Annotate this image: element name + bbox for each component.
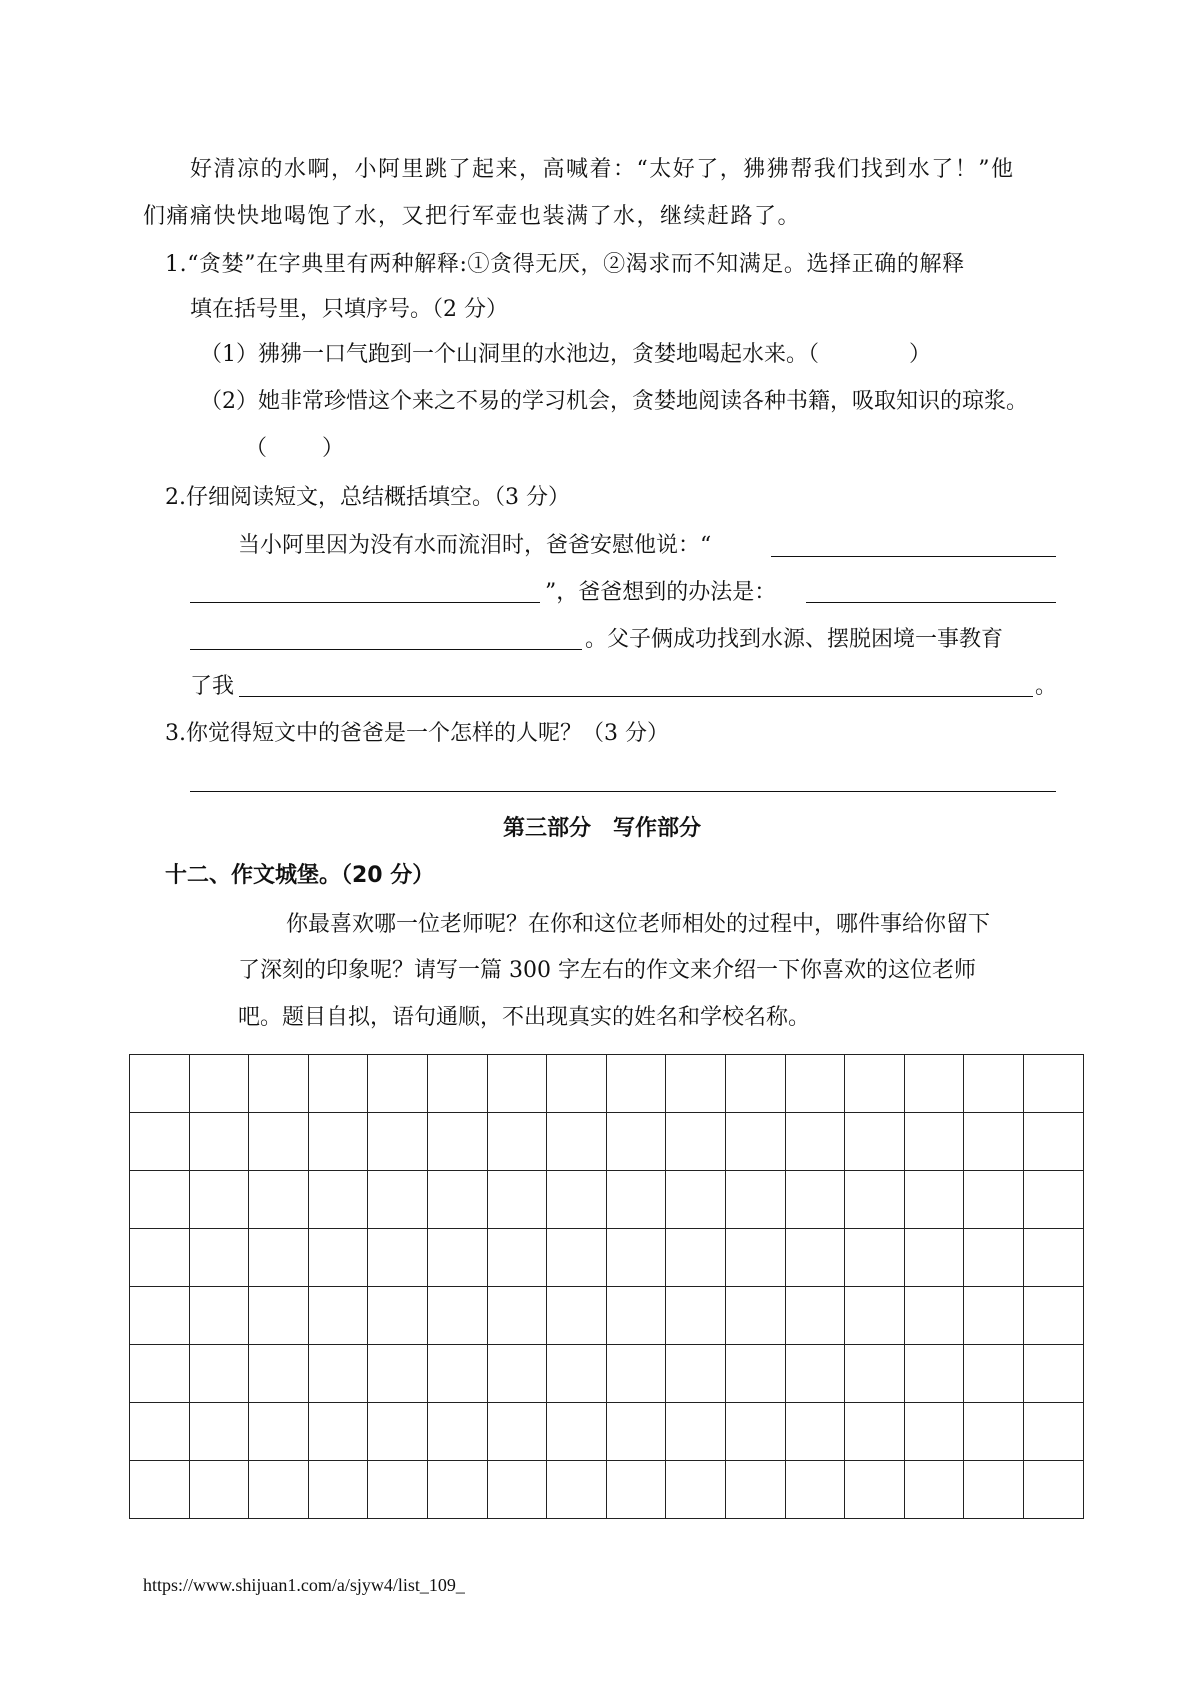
grid-cell[interactable] bbox=[904, 1461, 964, 1519]
grid-row bbox=[130, 1171, 1084, 1229]
answer-line-2b[interactable] bbox=[190, 602, 540, 603]
question-2-text-3: 。父子俩成功找到水源、摆脱困境一事教育 bbox=[585, 627, 1004, 652]
grid-cell[interactable] bbox=[666, 1055, 726, 1113]
grid-cell[interactable] bbox=[249, 1461, 309, 1519]
grid-cell[interactable] bbox=[130, 1113, 190, 1171]
question-12-line-3: 吧。题目自拟，语句通顺，不出现真实的姓名和学校名称。 bbox=[238, 1005, 811, 1030]
grid-cell[interactable] bbox=[189, 1403, 249, 1461]
grid-cell[interactable] bbox=[606, 1113, 666, 1171]
grid-cell[interactable] bbox=[1023, 1461, 1083, 1519]
grid-cell[interactable] bbox=[249, 1287, 309, 1345]
grid-cell[interactable] bbox=[964, 1403, 1024, 1461]
answer-line-2a[interactable] bbox=[771, 556, 1056, 557]
question-1-sub-1-close: ） bbox=[909, 342, 932, 367]
grid-cell[interactable] bbox=[606, 1287, 666, 1345]
grid-cell[interactable] bbox=[308, 1171, 368, 1229]
grid-cell[interactable] bbox=[547, 1461, 607, 1519]
footer-url: https://www.shijuan1.com/a/sjyw4/list_109_ bbox=[143, 1575, 465, 1595]
grid-cell[interactable] bbox=[189, 1055, 249, 1113]
grid-cell[interactable] bbox=[189, 1171, 249, 1229]
grid-cell[interactable] bbox=[904, 1113, 964, 1171]
grid-cell[interactable] bbox=[427, 1113, 487, 1171]
grid-cell[interactable] bbox=[666, 1461, 726, 1519]
grid-cell[interactable] bbox=[368, 1113, 428, 1171]
grid-cell[interactable] bbox=[249, 1345, 309, 1403]
grid-cell[interactable] bbox=[725, 1055, 785, 1113]
grid-cell[interactable] bbox=[964, 1113, 1024, 1171]
grid-cell[interactable] bbox=[666, 1287, 726, 1345]
grid-cell[interactable] bbox=[1023, 1345, 1083, 1403]
grid-cell[interactable] bbox=[368, 1461, 428, 1519]
grid-cell[interactable] bbox=[249, 1055, 309, 1113]
grid-cell[interactable] bbox=[785, 1113, 845, 1171]
grid-cell[interactable] bbox=[427, 1055, 487, 1113]
question-1-sub-2: （2）她非常珍惜这个来之不易的学习机会，贪婪地阅读各种书籍，吸取知识的琼浆。 bbox=[200, 389, 1028, 414]
grid-cell[interactable] bbox=[1023, 1113, 1083, 1171]
grid-cell[interactable] bbox=[189, 1113, 249, 1171]
question-12-line-2: 了深刻的印象呢？请写一篇 300 字左右的作文来介绍一下你喜欢的这位老师 bbox=[238, 958, 976, 983]
grid-row bbox=[130, 1229, 1084, 1287]
grid-cell[interactable] bbox=[964, 1345, 1024, 1403]
grid-cell[interactable] bbox=[487, 1345, 547, 1403]
grid-cell[interactable] bbox=[487, 1113, 547, 1171]
grid-cell[interactable] bbox=[666, 1403, 726, 1461]
grid-cell[interactable] bbox=[308, 1229, 368, 1287]
grid-cell[interactable] bbox=[249, 1403, 309, 1461]
grid-cell[interactable] bbox=[606, 1171, 666, 1229]
grid-cell[interactable] bbox=[487, 1461, 547, 1519]
grid-cell[interactable] bbox=[606, 1229, 666, 1287]
question-1-sub-1 bbox=[200, 340, 931, 370]
grid-cell[interactable] bbox=[845, 1403, 905, 1461]
grid-cell[interactable] bbox=[249, 1171, 309, 1229]
grid-cell[interactable] bbox=[487, 1055, 547, 1113]
grid-cell[interactable] bbox=[427, 1287, 487, 1345]
grid-cell[interactable] bbox=[1023, 1055, 1083, 1113]
grid-cell[interactable] bbox=[130, 1461, 190, 1519]
grid-cell[interactable] bbox=[845, 1345, 905, 1403]
grid-row bbox=[130, 1345, 1084, 1403]
grid-cell[interactable] bbox=[547, 1113, 607, 1171]
answer-line-2c[interactable] bbox=[806, 602, 1056, 603]
writing-grid[interactable] bbox=[129, 1054, 1084, 1519]
grid-cell[interactable] bbox=[1023, 1229, 1083, 1287]
grid-cell[interactable] bbox=[130, 1229, 190, 1287]
question-2-text-5: 。 bbox=[1035, 674, 1058, 699]
grid-cell[interactable] bbox=[725, 1403, 785, 1461]
grid-cell[interactable] bbox=[249, 1229, 309, 1287]
grid-cell[interactable] bbox=[666, 1229, 726, 1287]
grid-cell[interactable] bbox=[725, 1345, 785, 1403]
grid-cell[interactable] bbox=[1023, 1171, 1083, 1229]
grid-cell[interactable] bbox=[308, 1055, 368, 1113]
grid-cell[interactable] bbox=[547, 1287, 607, 1345]
grid-cell[interactable] bbox=[725, 1171, 785, 1229]
grid-cell[interactable] bbox=[666, 1171, 726, 1229]
grid-row bbox=[130, 1403, 1084, 1461]
passage-line-1: 好清凉的水啊，小阿里跳了起来，高喊着：“太好了，狒狒帮我们找到水了！”他 bbox=[190, 157, 1015, 182]
question-1-sub-2-answer bbox=[245, 434, 344, 464]
grid-cell[interactable] bbox=[785, 1403, 845, 1461]
question-1-sub-1-text: （1）狒狒一口气跑到一个山洞里的水池边，贪婪地喝起水来。（ bbox=[200, 342, 819, 367]
question-2-text-1: 当小阿里因为没有水而流泪时，爸爸安慰他说：“ bbox=[238, 533, 712, 558]
grid-cell[interactable] bbox=[725, 1461, 785, 1519]
grid-cell[interactable] bbox=[308, 1403, 368, 1461]
grid-row bbox=[130, 1055, 1084, 1113]
answer-line-2e[interactable] bbox=[239, 696, 1033, 697]
grid-cell[interactable] bbox=[547, 1171, 607, 1229]
grid-cell[interactable] bbox=[368, 1171, 428, 1229]
section-heading: 第三部分 写作部分 bbox=[503, 816, 702, 841]
question-1-line-1: 1.“贪婪”在字典里有两种解释:①贪得无厌，②渴求而不知满足。选择正确的解释 bbox=[165, 252, 965, 277]
grid-cell[interactable] bbox=[904, 1345, 964, 1403]
grid-cell[interactable] bbox=[189, 1287, 249, 1345]
grid-row bbox=[130, 1287, 1084, 1345]
grid-cell[interactable] bbox=[606, 1345, 666, 1403]
grid-cell[interactable] bbox=[785, 1171, 845, 1229]
grid-cell[interactable] bbox=[487, 1171, 547, 1229]
grid-cell[interactable] bbox=[785, 1461, 845, 1519]
grid-cell[interactable] bbox=[308, 1345, 368, 1403]
grid-cell[interactable] bbox=[427, 1461, 487, 1519]
grid-cell[interactable] bbox=[368, 1055, 428, 1113]
grid-cell[interactable] bbox=[130, 1403, 190, 1461]
grid-cell[interactable] bbox=[487, 1229, 547, 1287]
grid-cell[interactable] bbox=[547, 1345, 607, 1403]
grid-cell[interactable] bbox=[785, 1055, 845, 1113]
answer-line-3[interactable] bbox=[190, 791, 1056, 792]
question-2-text-4: 了我 bbox=[190, 674, 235, 699]
grid-cell[interactable] bbox=[606, 1461, 666, 1519]
grid-cell[interactable] bbox=[249, 1113, 309, 1171]
grid-cell[interactable] bbox=[964, 1055, 1024, 1113]
grid-cell[interactable] bbox=[964, 1229, 1024, 1287]
question-2-text-2: ”，爸爸想到的办法是： bbox=[545, 580, 777, 605]
grid-cell[interactable] bbox=[487, 1403, 547, 1461]
grid-cell[interactable] bbox=[845, 1171, 905, 1229]
grid-cell[interactable] bbox=[904, 1055, 964, 1113]
grid-cell[interactable] bbox=[845, 1287, 905, 1345]
grid-cell[interactable] bbox=[785, 1287, 845, 1345]
grid-cell[interactable] bbox=[189, 1345, 249, 1403]
grid-cell[interactable] bbox=[189, 1229, 249, 1287]
grid-cell[interactable] bbox=[666, 1113, 726, 1171]
grid-cell[interactable] bbox=[487, 1287, 547, 1345]
question-1-sub-2-close: ） bbox=[322, 436, 345, 461]
grid-cell[interactable] bbox=[427, 1345, 487, 1403]
grid-cell[interactable] bbox=[606, 1403, 666, 1461]
question-1-sub-2-open: （ bbox=[245, 436, 268, 461]
grid-cell[interactable] bbox=[904, 1403, 964, 1461]
answer-line-2d[interactable] bbox=[190, 649, 582, 650]
grid-cell[interactable] bbox=[725, 1229, 785, 1287]
grid-cell[interactable] bbox=[427, 1229, 487, 1287]
grid-cell[interactable] bbox=[606, 1055, 666, 1113]
question-1-line-2: 填在括号里，只填序号。（2 分） bbox=[190, 297, 508, 322]
grid-cell[interactable] bbox=[308, 1287, 368, 1345]
question-12-title: 十二、作文城堡。（20 分） bbox=[165, 863, 435, 888]
grid-cell[interactable] bbox=[368, 1287, 428, 1345]
passage-line-2: 们痛痛快快地喝饱了水，又把行军壶也装满了水，继续赶路了。 bbox=[143, 204, 802, 229]
grid-cell[interactable] bbox=[785, 1345, 845, 1403]
grid-cell[interactable] bbox=[308, 1461, 368, 1519]
grid-cell[interactable] bbox=[547, 1055, 607, 1113]
grid-cell[interactable] bbox=[547, 1403, 607, 1461]
grid-cell[interactable] bbox=[1023, 1287, 1083, 1345]
grid-cell[interactable] bbox=[547, 1229, 607, 1287]
grid-cell[interactable] bbox=[964, 1287, 1024, 1345]
grid-row bbox=[130, 1461, 1084, 1519]
grid-cell[interactable] bbox=[189, 1461, 249, 1519]
grid-cell[interactable] bbox=[130, 1345, 190, 1403]
grid-cell[interactable] bbox=[666, 1345, 726, 1403]
grid-row bbox=[130, 1113, 1084, 1171]
grid-cell[interactable] bbox=[368, 1345, 428, 1403]
grid-cell[interactable] bbox=[845, 1461, 905, 1519]
grid-cell[interactable] bbox=[427, 1171, 487, 1229]
grid-cell[interactable] bbox=[725, 1113, 785, 1171]
grid-cell[interactable] bbox=[368, 1229, 428, 1287]
grid-cell[interactable] bbox=[130, 1287, 190, 1345]
grid-cell[interactable] bbox=[845, 1055, 905, 1113]
grid-cell[interactable] bbox=[904, 1171, 964, 1229]
question-2-title: 2.仔细阅读短文，总结概括填空。（3 分） bbox=[165, 485, 570, 510]
grid-cell[interactable] bbox=[308, 1113, 368, 1171]
grid-cell[interactable] bbox=[1023, 1403, 1083, 1461]
grid-cell[interactable] bbox=[845, 1229, 905, 1287]
grid-cell[interactable] bbox=[904, 1287, 964, 1345]
grid-cell[interactable] bbox=[964, 1461, 1024, 1519]
grid-cell[interactable] bbox=[845, 1113, 905, 1171]
grid-cell[interactable] bbox=[964, 1171, 1024, 1229]
question-3-title: 3.你觉得短文中的爸爸是一个怎样的人呢？（3 分） bbox=[165, 721, 669, 746]
question-12-line-1: 你最喜欢哪一位老师呢？在你和这位老师相处的过程中，哪件事给你留下 bbox=[286, 912, 991, 937]
grid-cell[interactable] bbox=[785, 1229, 845, 1287]
grid-cell[interactable] bbox=[725, 1287, 785, 1345]
grid-cell[interactable] bbox=[130, 1171, 190, 1229]
grid-cell[interactable] bbox=[904, 1229, 964, 1287]
grid-cell[interactable] bbox=[130, 1055, 190, 1113]
grid-cell[interactable] bbox=[427, 1403, 487, 1461]
grid-cell[interactable] bbox=[368, 1403, 428, 1461]
